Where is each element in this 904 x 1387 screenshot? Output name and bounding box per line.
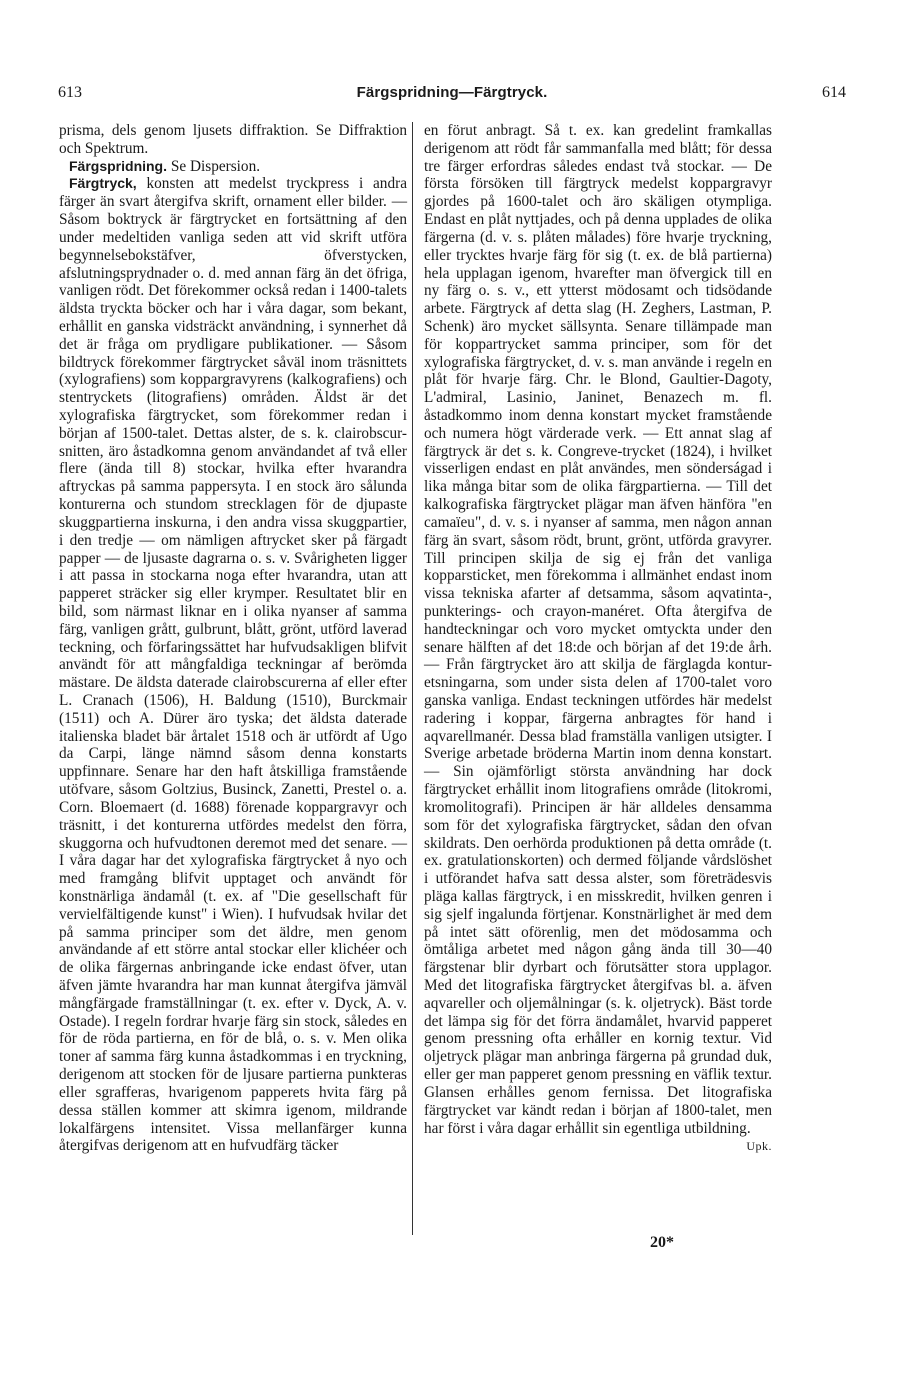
page-number-right: 614: [822, 84, 846, 101]
author-signature-line: [424, 1137, 772, 1156]
entry-text: Se Dispersion.: [167, 157, 261, 175]
right-column: [424, 122, 772, 1156]
entry-fargtryck: [59, 175, 407, 1155]
entry-headword: Färgspridning.: [69, 157, 167, 174]
entry-text: konsten att medelst tryckpress i andra färger än svart återgifva skrift, ornament eller bilder. — Såsom boktryck är färgtrycket en fortsättning af den under medeltiden vanliga seden att vid skrift utföra begynnelsebokstäfver, öfverstycken, afslutningsprydnader o. d. med annan färg än det öfriga, vanligen rödt. Det förekommer också redan i 1400-talets äldsta tryckta böcker och har i våra dagar, som bekant, erhållit en ganska vidsträckt användning, i synnerhet då det är fråga om prydligare publikationer. — Såsom bildtryck förekommer färgtrycket såväl inom träsnittets (xylografiens) som koppargravyrens (kalkografiens) och stentryckets (litografiens) områden. Äldst är det xylografiska färgtrycket, som förekommer redan i början af 1500-talet. Dettas alster, de s. k. clairobscur-snitten, äro åstadkomna genom användandet af två eller flere (ända till 8) stockar, hvilka efter hvarandra aftryckas på samma pappersyta. I en stock äro sålunda konturerna och stundom strecklagen för de djupaste skuggpartierna inskurna, i den andra vissa skuggpartier, i den tredje — om nämligen aftrycket sker på färgadt papper — de ljusaste dagrarna o. s. v. Svårigheten ligger i att passa in stockarna noga efter hvarandra, utan att papperet sträcker sig eller krymper. Resultatet blir en bild, som närmast liknar en i olika nyanser af samma färg, vanligen grått, gulbrunt, blått, grönt, utförd laverad teckning, och förfaringssättet har hufvudsakligen blifvit användt för att mångfaldiga teckningar af berömda mästare. De äldsta daterade clairobscurerna af eller efter L. Cranach (1506), H. Baldung (1510), Burckmair (1511) och A. Dürer äro tyska; det äldsta daterade italienska bladet bär årtalet 1518 och är utfördt af Ugo da Carpi, länge nämnd såsom denna konstarts uppfinnare. Senare har den haft åtskilliga framstående utöfvare, såsom Goltzius, Businck, Zanetti, Prestel o. a. Corn. Bloemaert (d. 1688) förenade koppargravyr och träsnitt, i det konturerna utfördes medelst den förra, skuggorna och hufvudtonen deremot med det senare. — I våra dagar har det xylografiska färgtrycket å nyo och med framgång blifvit upptaget och användt för konstnärliga ändamål (t. ex. af "Die gesellschaft für vervielfältigende kunst" i Wien). I hufvudsak hvilar det på samma principer som det äldre, men genom användande af ett större antal stockar eller klichéer och de olika färgernas anbringande icke endast öfver, utan äfven jämte hvarandra har man kunnat återgifva jämväl mångfärgade framställningar (t. ex. efter v. Dyck, A. v. Ostade). I regeln fordrar hvarje färg sin stock, således en för de röda partierna, en för de blå, o. s. v. Men olika toner af samma färg kunna åstadkommas i en tryckning, derigenom att stocken för de ljusare partierna punkteras eller sgrafferas, hvarigenom papperets hvita färg på dessa ställen kommer att skimra igenom, mildrande lokalfärgens intensitet. Vissa mellanfärger kunna återgifvas derigenom att en hufvudfärg täcker: [59, 175, 407, 1155]
entry-headword: Färgtryck,: [69, 175, 137, 192]
author-signature: Upk.: [746, 1139, 772, 1154]
left-column: [59, 122, 407, 1155]
entry-fargspridning: [59, 158, 407, 176]
page-header: [58, 84, 846, 108]
column-divider: [412, 122, 413, 1235]
running-title: Färgspridning—Färgtryck.: [356, 84, 548, 101]
entry-continuation: en förut anbragt. Så t. ex. kan gredelint framkallas derigenom att rödt får sammanfalla med blått; för dessa tre färger erfordras således endast två stockar. — De första försöken till färgtryck medelst koppargravyr gjordes på 1600-talet och äro skäligen otympliga. Endast en plåt nyttjades, och på denna upplades de olika färgerna (d. v. s. plåten målades) före hvarje tryckning, eller trycktes hvarje färg för sig (t. ex. de blå partierna) hela upplagan igenom, hvarefter man öfvergick till en ny färg o. s. v., ett ytterst mödosamt och tidsödande arbete. Färgtryck af detta slag (H. Zeghers, Lastman, P. Schenk) äro mycket sällsynta. Senare tillämpade man för koppartrycket samma principer, som för det xylografiska färgtrycket, d. v. s. man använde i regeln en plåt för hvarje färg. Chr. le Blond, Gaultier-Dagoty, L'admiral, Lasinio, Janinet, Benazech m. fl. åstadkommo inom denna konstart mycket framstående och numera högt värderade verk. — Ett annat slag af färgtryck är det s. k. Congreve-trycket (1824), i hvilket visserligen endast en plåt användes, men sönderságad i lika många bitar som de olika färgpartierna. — Till det kalkografiska färgtrycket plägar man äfven hänföra "en camaïeu", d. v. s. i nyanser af samma, men någon annan färg än svart, såsom rödt, brunt, grönt, utförda gravyrer. Till principen skilja de sig ej från det vanliga kopparsticket, men förekomma i allmänhet endast inom vissa tekniska afarter af detsamma, såsom aqvatinta-, punkterings- och crayon-manéret. Ofta återgifva de handteckningar och voro mycket omtyckta under den senare hälften af det 18:de och början af det 19:de årh. — Från färgtrycket äro att skilja de färglagda kontur-etsningarna, som under sista delen af 1700-talet voro ganska vanliga. Endast teckningen utfördes här medelst radering i koppar, färgerna anbragtes för hand i aqvarellmanér. Dessa blad framställa vanligen utsigter. I Sverige arbetade bröderna Martin inom denna konstart. — Sin ojämförligt största användning har dock färgtrycket erhållit inom litografiens område (litokromi, kromolitografi). Principen är här alldeles densamma som för det xylografiska färgtrycket, sådan den ofvan skildrats. Den oerhörda produktionen på detta område (t. ex. gratulationskorten) och dermed följande vårdslöshet i utförandet hafva satt dessa alster, som företrädesvis pläga kallas färgtryck, i en misskredit, hvilken genren i sig sjelf ingalunda förtjenar. Konstnärlighet är med dem på intet sätt oförenlig, men det mödosamma och ömtåliga arbetet med någon gång ända till 30—40 färgstenar blir dyrbart och förutsätter stora upplagor. Med det litografiska färgtrycket återgifvas bl. a. äfven aqvareller och oljemålningar (s. k. oljetryck). Bäst torde det lämpa sig för det förra ändamålet, hvarvid papperet genom pressning ofta erhåller en kornig textur. Vid oljetryck plägar man anbringa färgerna på grundad duk, eller ger man papperet genom pressning en väflik textur. Glansen erhålles genom fernissa. Det litografiska färgtrycket var kändt redan i början af 1800-talet, men har först i våra dagar erhållit sin egentliga utbildning.: [424, 122, 772, 1137]
signature-mark: 20*: [650, 1234, 674, 1251]
page-number-left: 613: [58, 84, 82, 101]
continued-paragraph: prisma, dels genom ljusets diffraktion. Se Diffraktion och Spektrum.: [59, 122, 407, 157]
